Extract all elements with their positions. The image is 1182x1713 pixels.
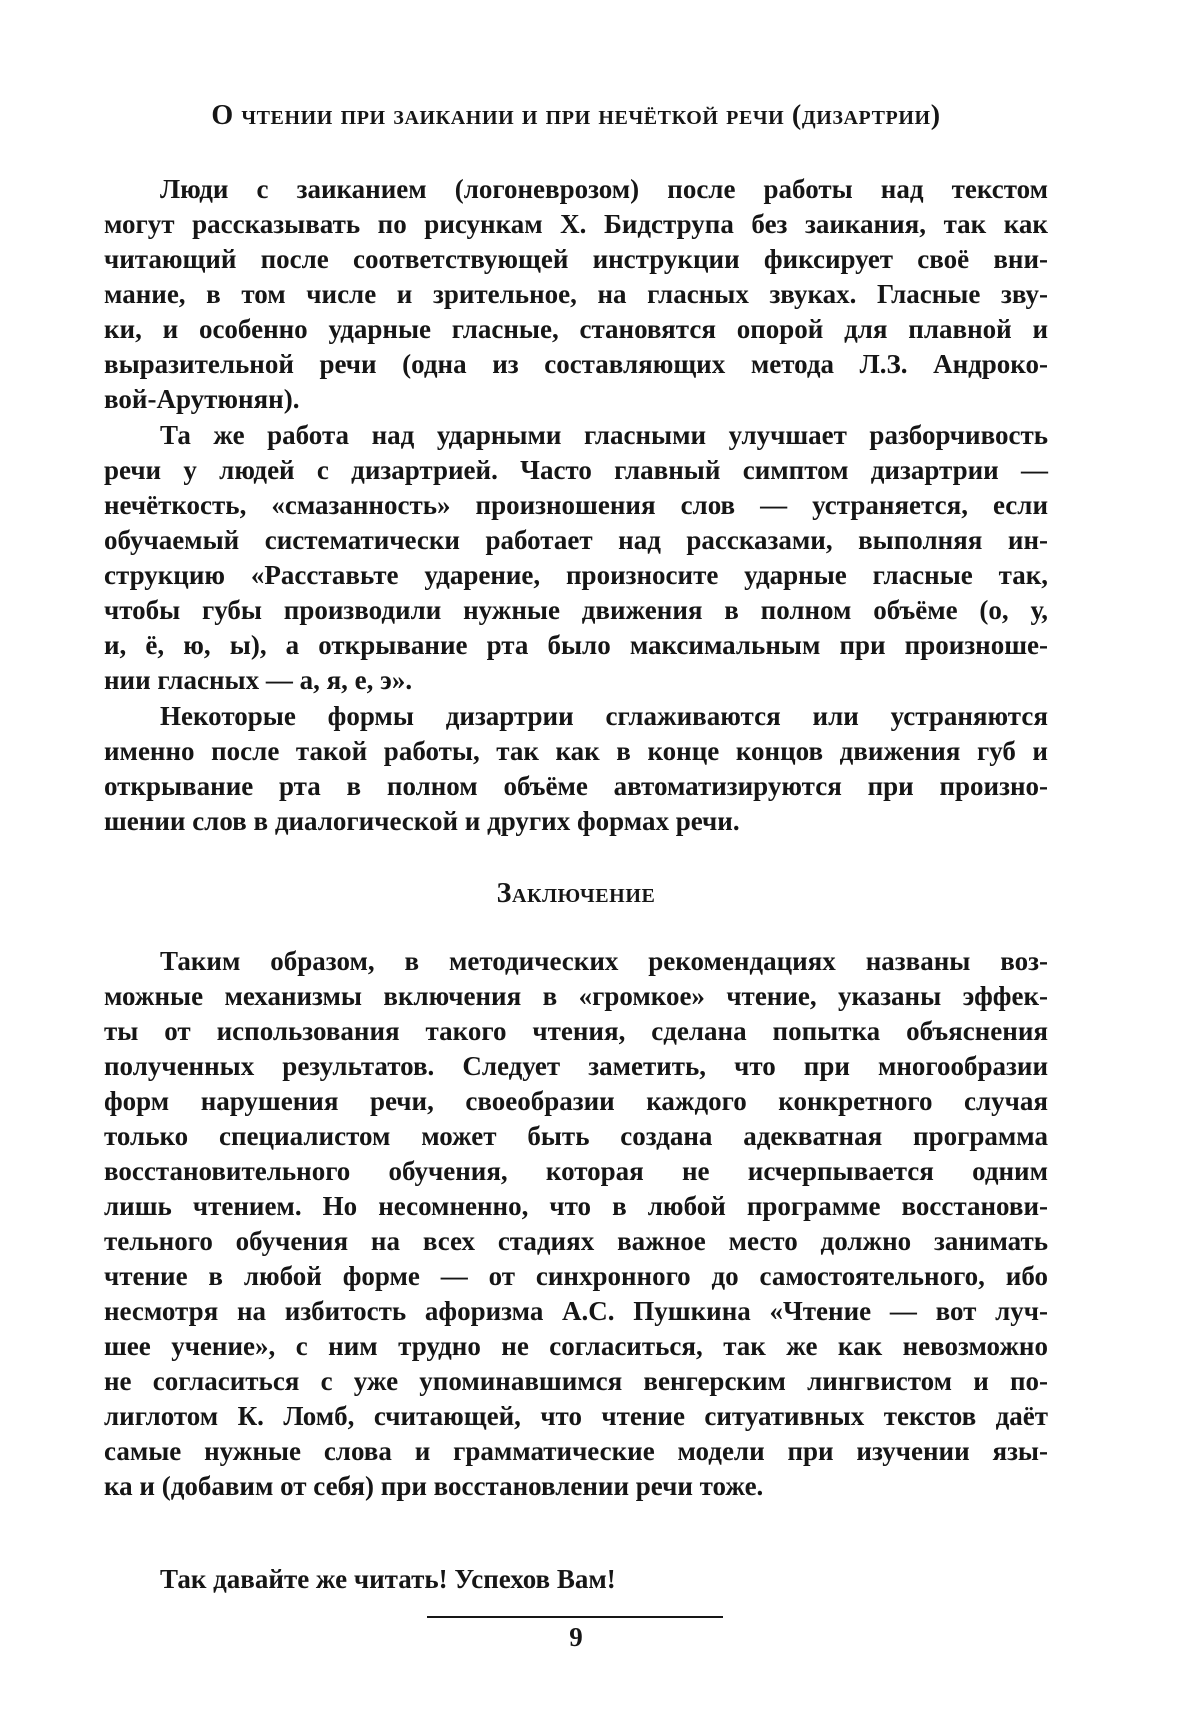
text-line: полученных результатов. Следует заметить, что при многообразии bbox=[104, 1051, 1048, 1081]
document-page bbox=[104, 0, 1048, 1713]
text-line: тельного обучения на всех стадиях важное место должно занимать bbox=[104, 1226, 1048, 1256]
text-line: могут рассказывать по рисункам Х. Бидструпа без заикания, так как bbox=[104, 209, 1048, 239]
text-line: шее учение», с ним трудно не согласиться, так же как невозможно bbox=[104, 1331, 1048, 1361]
paragraph-conclusion bbox=[104, 944, 1048, 1504]
text-line: Некоторые формы дизартрии сглаживаются или устраняются bbox=[160, 701, 1048, 731]
text-line: Таким образом, в методических рекомендациях названы воз- bbox=[160, 946, 1048, 976]
text-line: ка и (добавим от себя) при восстановлении речи тоже. bbox=[104, 1471, 764, 1501]
text-line: выразительной речи (одна из составляющих метода Л.З. Андроко- bbox=[104, 349, 1048, 379]
text-line: лишь чтением. Но несомненно, что в любой программе восстанови- bbox=[104, 1191, 1048, 1221]
conclusion-heading: Заключение bbox=[496, 878, 656, 909]
text-line: лиглотом К. Ломб, считающей, что чтение ситуативных текстов даёт bbox=[104, 1401, 1048, 1431]
text-line: чтобы губы производили нужные движения в полном объёме (о, у, bbox=[104, 595, 1048, 625]
text-line: струкцию «Расставьте ударение, произносите ударные гласные так, bbox=[104, 560, 1048, 590]
section-heading: О чтении при заикании и при нечёткой речи (дизартрии) bbox=[211, 100, 941, 131]
text-line: нечёткость, «смазанность» произношения слов — устраняется, если bbox=[104, 490, 1048, 520]
text-line: нии гласных — а, я, е, э». bbox=[104, 665, 413, 695]
text-line: речи у людей с дизартрией. Часто главный симптом дизартрии — bbox=[104, 455, 1048, 485]
text-line: не согласиться с уже упоминавшимся венгерским лингвистом и по- bbox=[104, 1366, 1048, 1396]
text-line: читающий после соответствующей инструкции фиксирует своё вни- bbox=[104, 244, 1048, 274]
text-line: вой-Арутюнян). bbox=[104, 384, 300, 414]
text-line: открывание рта в полном объёме автоматизируются при произно- bbox=[104, 771, 1048, 801]
closing-line: Так давайте же читать! Успехов Вам! bbox=[160, 1564, 616, 1594]
text-line: шении слов в диалогической и других формах речи. bbox=[104, 806, 740, 836]
text-line: форм нарушения речи, своеобразии каждого конкретного случая bbox=[104, 1086, 1048, 1116]
text-line: мание, в том числе и зрительное, на гласных звуках. Гласные зву- bbox=[104, 279, 1048, 309]
paragraph-stuttering bbox=[104, 172, 1048, 417]
text-line: ки, и особенно ударные гласные, становятся опорой для плавной и bbox=[104, 314, 1048, 344]
paragraph-dysarthria-forms bbox=[104, 699, 1048, 839]
page-number: 9 bbox=[569, 1622, 583, 1652]
text-line: ты от использования такого чтения, сделана попытка объяснения bbox=[104, 1016, 1048, 1046]
text-line: именно после такой работы, так как в конце концов движения губ и bbox=[104, 736, 1048, 766]
text-line: Та же работа над ударными гласными улучшает разборчивость bbox=[160, 420, 1048, 450]
paragraph-dysarthria bbox=[104, 418, 1048, 698]
text-line: Люди с заиканием (логоневрозом) после работы над текстом bbox=[160, 174, 1048, 204]
footer-rule bbox=[427, 1616, 723, 1618]
text-line: несмотря на избитость афоризма А.С. Пушкина «Чтение — вот луч- bbox=[104, 1296, 1048, 1326]
text-line: только специалистом может быть создана адекватная программа bbox=[104, 1121, 1048, 1151]
text-line: можные механизмы включения в «громкое» чтение, указаны эффек- bbox=[104, 981, 1048, 1011]
text-line: самые нужные слова и грамматические модели при изучении язы- bbox=[104, 1436, 1048, 1466]
text-line: обучаемый систематически работает над рассказами, выполняя ин- bbox=[104, 525, 1048, 555]
text-line: и, ё, ю, ы), а открывание рта было максимальным при произноше- bbox=[104, 630, 1048, 660]
text-line: восстановительного обучения, которая не исчерпывается одним bbox=[104, 1156, 1048, 1186]
text-line: чтение в любой форме — от синхронного до самостоятельного, ибо bbox=[104, 1261, 1048, 1291]
